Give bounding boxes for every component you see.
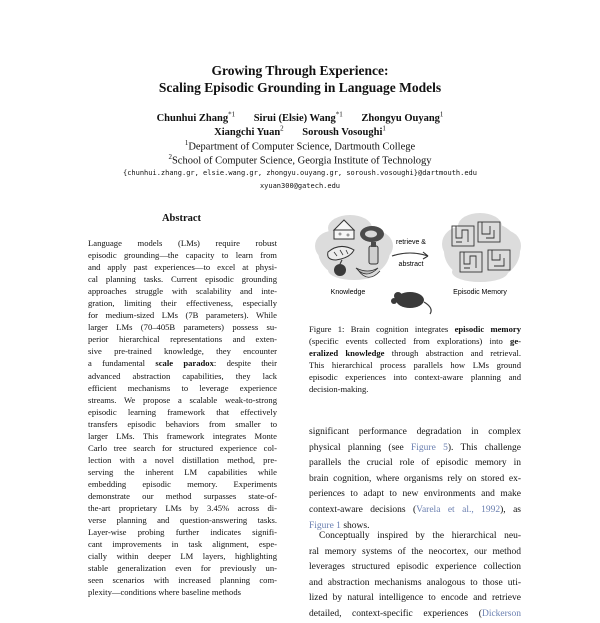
caption-line: This hierarchical process parallels how LMs ground: [309, 360, 521, 370]
affiliation-2: $^2$School of Computer Science, Georgia Institute of Technology: [168, 153, 432, 167]
abstract-line: verse planning and question-answering tasks.: [88, 515, 277, 526]
abstract-line: larger LMs (70–405B parameters) possess su-: [88, 322, 277, 333]
citation-varela-link[interactable]: Varela et al., 1992: [416, 504, 501, 515]
body-line: context-aware decisions (Varela et al., 1992), as: [309, 504, 521, 515]
abstract-line: sive pre-trained knowledge, they encounter: [88, 346, 277, 357]
abstract-line: a fundamental scale paradox: despite their: [88, 358, 277, 369]
abstract-line: cant improvements in task alignment, espe-: [88, 539, 277, 550]
abstract-line: for medium-sized LMs (7B parameters). While: [88, 310, 277, 321]
figure-1-illustration: [310, 208, 522, 318]
abstract-text: [88, 237, 277, 600]
body-line: ral memory systems of the neocortex, our method: [309, 546, 521, 557]
abstract-line: the-art proprietary LMs by 3.45% across di-: [88, 503, 277, 514]
abstract-line: gration, limiting their effectiveness, especially: [88, 298, 277, 309]
paper-title-line-2: Scaling Episodic Grounding in Language Models: [158, 80, 442, 95]
abstract-label: abstract: [398, 261, 424, 268]
body-line: brain cognition, where organisms rely on stored ex-: [309, 473, 521, 484]
abstract-heading: Abstract: [161, 213, 202, 224]
body-line: periences to adapt to new environments and make: [309, 489, 521, 500]
caption-line: decision-making.: [309, 384, 369, 394]
abstract-line: embedding episodic memory. Experiments: [88, 478, 277, 489]
paper-title-line-1: Growing Through Experience:: [211, 63, 389, 78]
abstract-line: Layer-wise probing further indicates signifi-: [88, 527, 277, 538]
body-line: and abstraction mechanisms analogous to those uti-: [309, 577, 521, 588]
body-line: significant performance degradation in complex: [309, 427, 521, 437]
body-line: parallels the crucial role of episodic memory in: [309, 458, 521, 469]
abstract-line: advanced abstraction capabilities, they lack: [88, 370, 277, 381]
abstract-line: demonstrate our method surpasses state-of-: [88, 490, 277, 501]
abstract-line: perior hierarchical representations and exten-: [88, 334, 277, 345]
abstract-line: Language models (LMs) require robust: [88, 238, 277, 248]
abstract-line: efficient mechanisms to leverage experience: [88, 382, 277, 393]
caption-line: (specific events collected from explorations) into ge-: [309, 336, 521, 346]
episodic-memory-label: Episodic Memory: [453, 289, 507, 296]
knowledge-label: Knowledge: [330, 289, 366, 296]
body-line: detailed, context-specific experiences (Dickerson: [309, 608, 521, 619]
abstract-line: and apply past experiences—to excel at physi-: [88, 262, 277, 273]
email-line-1: {chunhui.zhang.gr, elsie.wang.gr, zhongyu.ouyang.gr, soroush.vosoughi}@dartmouth.edu: [122, 169, 477, 177]
abstract-line: seen scenarios with increased planning com-: [88, 575, 277, 586]
abstract-line: lection with a novel distillation method, pre-: [88, 454, 277, 465]
abstract-line: Carlo tree search for structured experience col-: [88, 442, 277, 453]
abstract-line: episodic grounding—the capacity to learn from: [88, 250, 277, 261]
abstract-line: cal planning tasks. Current episodic grounding: [88, 274, 277, 285]
abstract-line: plexity—conditions where baseline methods: [88, 587, 241, 598]
abstract-line: stable generalization even for previously un-: [88, 563, 277, 574]
retrieve-label: retrieve &: [396, 239, 426, 246]
author-name: Zhongyu Ouyang$^1$: [361, 110, 444, 124]
caption-line: Figure 1: Brain cognition integrates episodic memory: [309, 324, 522, 334]
body-paragraph-1: [309, 425, 521, 534]
body-line: lized by natural intelligence to encode and retrieve: [309, 593, 521, 604]
knowledge-cloud: [315, 215, 393, 280]
citation-dickerson-link[interactable]: Dickerson: [481, 608, 521, 619]
author-name: Sirui (Elsie) Wang$^{*1}$: [253, 110, 343, 124]
email-line-2: xyuan300@gatech.edu: [259, 182, 341, 190]
abstract-line: larger LMs. This framework integrates Monte: [88, 430, 277, 441]
caption-line: eralized knowledge through abstraction and retrieval.: [309, 348, 521, 358]
meat-icon: [360, 226, 384, 242]
body-line: Conceptually inspired by the hierarchical neu-: [319, 531, 521, 541]
affiliation-1: $^1$Department of Computer Science, Dartmouth College: [184, 139, 416, 153]
retrieve-arrow-icon: [392, 252, 428, 259]
figure-5-link[interactable]: Figure 5: [411, 442, 448, 453]
abstract-line: serving the inherent LM capabilities while: [88, 466, 277, 477]
author-name: Chunhui Zhang$^{*1}$: [156, 110, 236, 124]
abstract-line: episodic learning framework that effectively: [88, 406, 277, 417]
mouse-icon: [391, 292, 431, 314]
author-name: Xiangchi Yuan$^2$: [214, 124, 284, 138]
figure-1-link[interactable]: Figure 1: [309, 520, 341, 531]
caption-line: episodic experiences into context-aware planning and: [309, 372, 521, 382]
body-line: leverages structured episodic experience collection: [309, 562, 521, 573]
body-line: Figure 1 shows.: [309, 520, 370, 531]
body-line: physical planning (see Figure 5). This challenge: [309, 442, 522, 453]
abstract-line: approaches struggle with scalability and inte-: [88, 286, 277, 297]
abstract-line: cially within deeper LM layers, highlighting: [88, 551, 277, 562]
abstract-line: transfers episodic behaviors from smaller to: [88, 418, 277, 429]
author-name: Soroush Vosoughi$^1$: [302, 124, 386, 138]
abstract-line: streams. We propose a scalable weak-to-strong: [88, 394, 277, 405]
figure-1-caption: [309, 323, 521, 395]
body-paragraph-2: [309, 529, 521, 619]
